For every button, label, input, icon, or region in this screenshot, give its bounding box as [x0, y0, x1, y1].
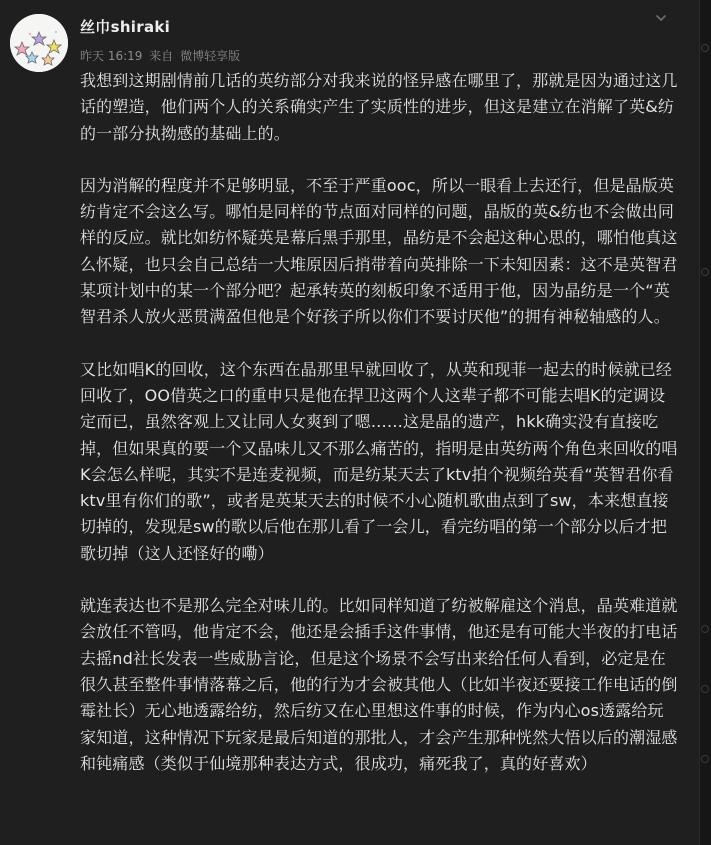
avatar[interactable] — [10, 14, 68, 72]
post-meta — [80, 47, 243, 64]
post-time[interactable]: 昨天 16:19 — [80, 49, 143, 63]
post-paragraph-4: 就连表达也不是那么完全对味儿的。比如同样知道了纺被解雇这个消息，晶英难道就会放任不管吗，他肯定不会，他还是会插手这件事情，他还是有可能大半夜的打电话去摇nd社长发表一些威胁言论，但是这个场景不会写出来给任何人看到，必定是在很久甚至整件事情落幕之后，他的行为才会被其他人（比如半夜还要接工作电话的倒霉社长）无心地透露给纺，然后纺又在心里想这件事的时候，作为内心os透露给玩家知道，这种情况下玩家是最后知道的那批人，才会产生那种恍然大悟以后的潮湿感和钝痛感（类似于仙境那种表达方式，很成功，痛死我了，真的好喜欢） — [80, 596, 678, 773]
side-dot — [701, 755, 709, 763]
source-prefix: 来自 — [149, 49, 174, 63]
side-dot — [701, 625, 709, 633]
post-paragraph-2: 因为消解的程度并不足够明显，不至于严重ooc，所以一眼看上去还行，但是晶版英纺肯定不会这么写。哪怕是同样的节点面对同样的问题，晶版的英&纺也不会做出同样的反应。就比如纺怀疑英是幕后黑手那里，晶纺是不会起这种心思的，哪怕他真这么怀疑，也只会自己总结一大堆原因后捎带着向英排除一下未知因素：这不是英智君某项计划中的某一个部分吧？起承转英的刻板印象不适用于他，因为晶纺是一个“英智君杀人放火恶贯满盈但他是个好孩子所以你们不要讨厌他”的拥有神秘轴感的人。 — [80, 175, 678, 327]
username[interactable]: 丝巾shiraki — [80, 18, 171, 36]
side-panel-edge — [699, 0, 711, 845]
star-sticker-icon — [10, 14, 68, 72]
post-source[interactable]: 微博轻享版 — [180, 49, 241, 63]
side-dot — [701, 268, 709, 276]
side-dot — [701, 685, 709, 693]
side-dot — [701, 44, 709, 52]
chevron-down-icon — [654, 11, 668, 25]
post-paragraph-3: 又比如唱K的回收，这个东西在晶那里早就回收了，从英和现菲一起去的时候就已经回收了，OO借英之口的重申只是他在捍卫这两个人这辈子都不可能去唱K的定调设定而已，虽然客观上又让同人女爽到了嗯……这是晶的遗产，hkk确实没有直接吃掉，但如果真的要一个又晶味儿又不那么痛苦的，指明是由英纺两个角色来回收的唱K会怎么样呢，其实不是连麦视频，而是纺某天去了ktv拍个视频给英看“英智君你看ktv里有你们的歌”，或者是英某天去的时候不小心随机歌曲点到了sw，本来想直接切掉的，发现是sw的歌以后他在那儿看了一会儿，看完纺唱的第一个部分以后才把歌切掉（这人还怪好的嘞） — [80, 359, 678, 563]
post-content — [80, 68, 678, 777]
post-paragraph-1: 我想到这期剧情前几话的英纺部分对我来说的怪异感在哪里了，那就是因为通过这几话的塑造，他们两个人的关系确实产生了实质性的进步，但这是建立在消解了英&纺的一部分执拗感的基础上的。 — [80, 71, 678, 143]
post-menu-button[interactable] — [654, 10, 668, 24]
